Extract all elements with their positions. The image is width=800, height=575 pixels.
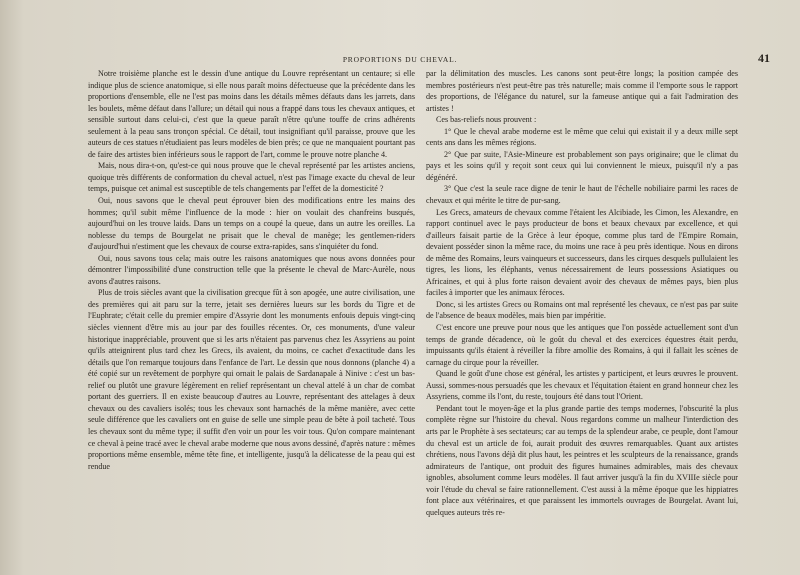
- paragraph: Donc, si les artistes Grecs ou Romains ont mal représenté les chevaux, ce n'est pas par suite de l'absence de beaux modèles, mais bien par impéritie.: [426, 299, 738, 321]
- paragraph: Les Grecs, amateurs de chevaux comme l'étaient les Alcibiade, les Cimon, les Alexandre, en rapport continuel avec le pays producteur de bons et beaux chevaux par excellence, et qui d'ailleurs faisait partie de la Grèce à leur époque, comme plus tard de l'Empire Romain, devaient posséder sinon la même race, du moins une race à peu près identique. Nous en dirons de même des Romains, leurs vainqueurs et successeurs, dans les cirques desquels pullulaient les tigres, les lions, les éléphants, venus nécessairement de leurs possessions Asiatiques ou Africaines, et qui à plus forte raison devaient avoir des chevaux de mêmes pays, bien plus faciles à importer que les animaux féroces.: [426, 207, 738, 298]
- paragraph: par la délimitation des muscles. Les canons sont peut-être longs; la position campée des membres postérieurs n'est peut-être pas très naturelle; mais comme il l'emporte sous le rapport des proportions, de l'élégance du naturel, sur la fameuse antique qui a fait l'admiration des artistes !: [426, 69, 738, 113]
- left-text-column: [88, 68, 415, 472]
- page-number: 41: [758, 51, 770, 65]
- paragraph: Mais, nous dira-t-on, qu'est-ce qui nous prouve que le cheval représenté par les artistes anciens, quoique très différents de conformation du cheval actuel, n'est pas l'image exacte du cheval de leur temps, puisque cet animal est susceptible de tels changements par l'effet de la domesticité ?: [88, 161, 415, 194]
- paragraph: C'est encore une preuve pour nous que les antiques que l'on possède actuellement sont d'un temps de grande décadence, où le goût du cheval et des exercices équestres était perdu, impuissants qu'ils étaient à réveiller la fibre amollie des Romains, à qui il fallait les scènes de carnage du cirque pour la réveiller.: [426, 323, 738, 367]
- right-text-column: [426, 68, 738, 518]
- paragraph: Oui, nous savons que le cheval peut éprouver bien des modifications entre les mains des hommes; qu'il subit même l'influence de la mode : hier on voulait des chanfreins busqués, aujourd'hui on les trouve laids. Dans un temps on a coupé la queue, dans un autre les oreilles. La noblesse du temps de Bourgelat ne prisait que le cheval de manège; les gentlemen-riders d'aujourd'hui n'estiment que les chevaux de course extra-rapides, sans s'inquiéter du fond.: [88, 196, 415, 252]
- list-item: 1° Que le cheval arabe moderne est le même que celui qui existait il y a deux mille sept cents ans dans les mêmes régions.: [426, 126, 738, 148]
- paragraph: Notre troisième planche est le dessin d'une antique du Louvre représentant un centaure; si elle indique plus de science anatomique, si elle nous paraît moins défectueuse que la précédente dans les proportions d'ensemble, elle ne l'est pas moins dans les détails mêmes défauts dans les jarrets, dans les boulets, même défaut dans l'allure; un détail qui nous a frappé dans tous les chevaux antiques, et sensible surtout dans celui-ci, c'est que la queue paraît n'être qu'une touffe de crins adhérents seulement à la peau sans tronçon spécial. Ce détail, tout insignifiant qu'il paraisse, prouve que les auteurs de ces statues n'étudiaient pas leurs modèles de bien près; ce que ne manquaient pourtant pas de faire des artistes bien inférieurs sous le rapport de l'art, comme le prouve notre planche 4.: [88, 69, 415, 159]
- paragraph: Quand le goût d'une chose est général, les artistes y participent, et leurs œuvres le prouvent. Aussi, sommes-nous persuadés que les chevaux et l'équitation étaient en grand honneur chez les Assyriens, comme ils l'ont, du reste, toujours été dans tout l'Orient.: [426, 369, 738, 402]
- paragraph: Ces bas-reliefs nous prouvent :: [436, 115, 537, 125]
- paragraph: Pendant tout le moyen-âge et la plus grande partie des temps modernes, l'obscurité la plus complète règne sur l'histoire du cheval. Nous regardons comme un malheur l'interdiction des arts par le Prophète à ses sectateurs; car au temps de la splendeur arabe, ce peuple, dont l'amour du cheval est un article de foi, aurait produit des œuvres remarquables. Quant aux artistes chrétiens, nous l'avons déjà dit plus haut, les peintres et les sculpteurs de la renaissance, grands admirateurs de l'antique, ont produit des figures humaines admirables, mais des chevaux ignobles, absolument comme leurs modèles. Il faut arriver jusqu'à la fin du XVIIIe siècle pour voir l'étude du cheval se faire rationnellement. C'est aussi à la même époque que les hippiatres font place aux vétérinaires, et que paraissent les immortels ouvrages de Bourgelat. Avant lui, quelques auteurs très re-: [426, 403, 738, 517]
- list-item: 2° Que par suite, l'Asie-Mineure est probablement son pays originaire; que le climat du pays et les soins qu'il y reçoit sont ceux qui lui conviennent le mieux, puisqu'il n'y a pas dégénéré.: [426, 149, 738, 182]
- list-item: 3° Que c'est la seule race digne de tenir le haut de l'échelle nobiliaire parmi les races de chevaux et qui mérite le titre de pur-sang.: [426, 184, 738, 206]
- paragraph: Oui, nous savons tous cela; mais outre les raisons anatomiques que nous avons données pour démontrer l'impossibilité d'une construction telle que la présente le cheval de Marc-Aurèle, nous avons d'autres raisons.: [88, 253, 415, 286]
- paragraph: Plus de trois siècles avant que la civilisation grecque fût à son apogée, une autre civilisation, une des premières qui ait paru sur la terre, jetait ses dernières lueurs sur les bords du Tigre et de l'Euphrate; c'était celle du premier empire d'Assyrie dont les monuments enfouis depuis vingt-cinq siècles viennent d'être mis au jour par des fouilles récentes. Or, ces monuments, d'une valeur historique inappréciable, prouvent que si les arts n'étaient pas parvenus chez les Assyriens au point qu'ils atteignirent plus tard chez les Grecs, ils avaient, du moins, ce cachet d'exactitude dans les détails que l'on remarque toujours dans l'enfance de l'art. Le dessin que nous donnons (planche 4) a été copié sur un revêtement de porphyre qui ornait le palais de Sardanapale à Ninive : c'est un bas-relief ou plutôt une gravure légèrement en relief représentant un cheval attelé à un char de combat portant des guerriers. Il en existe beaucoup d'autres au Louvre, représentant des attelages à deux chevaux ou des cavaliers isolés; tous les chevaux sont harnachés de la même manière, avec cette seule différence que les cavaliers ont en guise de selle une simple peau de bête à poil tacheté. Tous les chevaux sont du même type; il suffit d'en voir un pour les voir tous. Qu'on compare maintenant ce cheval à peine tracé avec le cheval arabe moderne que nous avons dessiné, d'après nature : mêmes proportions même ensemble, même tête fine, et intelligente, jusqu'à la délicatesse de la peau qui est rendue: [88, 288, 415, 471]
- running-title: PROPORTIONS DU CHEVAL.: [342, 55, 458, 64]
